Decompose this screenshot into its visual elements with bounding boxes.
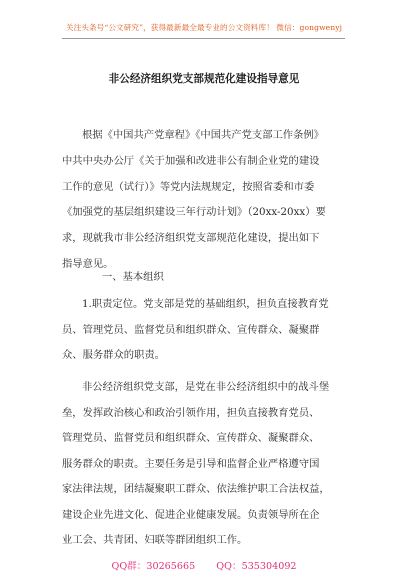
paragraph-line: 非公经济组织党支部，是党在非公经济组织中的战斗堡	[82, 381, 330, 393]
paragraph-line: 建设企业先进文化、促进企业健康发展。负责领导所在企	[62, 509, 320, 521]
section-heading: 一、基本组织	[102, 271, 164, 283]
header-note: 关注头条号“公文研究”，获得最新最全最专业的公文资料库！ 微信：gongwenyj	[65, 23, 343, 32]
intro-line: 工作的意见（试行）》等党内法规规定，按照省委和市委	[62, 181, 315, 193]
paragraph-line: 1.职责定位。党支部是党的基础组织，担负直接教育党	[82, 298, 329, 310]
intro-line: 《加强党的基层组织建设三年行动计划》（20xx-20xx）要	[62, 206, 326, 218]
footer-contacts	[0, 558, 408, 572]
intro-line: 中共中央办公厅《关于加强和改进非公有制企业党的建设	[62, 155, 320, 167]
paragraph-line: 员、管理党员、监督党员和组织群众、宣传群众、凝聚群	[62, 324, 320, 336]
paragraph-line: 众、服务群众的职责。	[62, 349, 165, 361]
paragraph-line: 垒，发挥政治核心和政治引领作用，担负直接教育党员、	[62, 407, 320, 419]
header-divider	[62, 38, 345, 39]
qq-number: QQ：535304092	[216, 561, 297, 572]
paragraph-line: 服务群众的职责。主要任务是引导和监督企业严格遵守国	[62, 458, 320, 470]
qq-group-number: QQ群：30265665	[111, 561, 196, 572]
document-title: 非公经济组织党支部规范化建设指导意见	[108, 73, 300, 85]
paragraph-line: 家法律法规，团结凝聚职工群众、依法维护职工合法权益，	[62, 483, 330, 495]
intro-line: 根据《中国共产党章程》《中国共产党支部工作条例》	[82, 129, 324, 141]
paragraph-line: 管理党员、监督党员和组织群众、宣传群众、凝聚群众、	[62, 432, 320, 444]
intro-line: 指导意见。	[62, 258, 114, 270]
paragraph-line: 业工会、共青团、妇联等群团组织工作。	[62, 534, 248, 546]
intro-line: 求，现就我市非公经济组织党支部规范化建设，提出如下	[62, 232, 320, 244]
